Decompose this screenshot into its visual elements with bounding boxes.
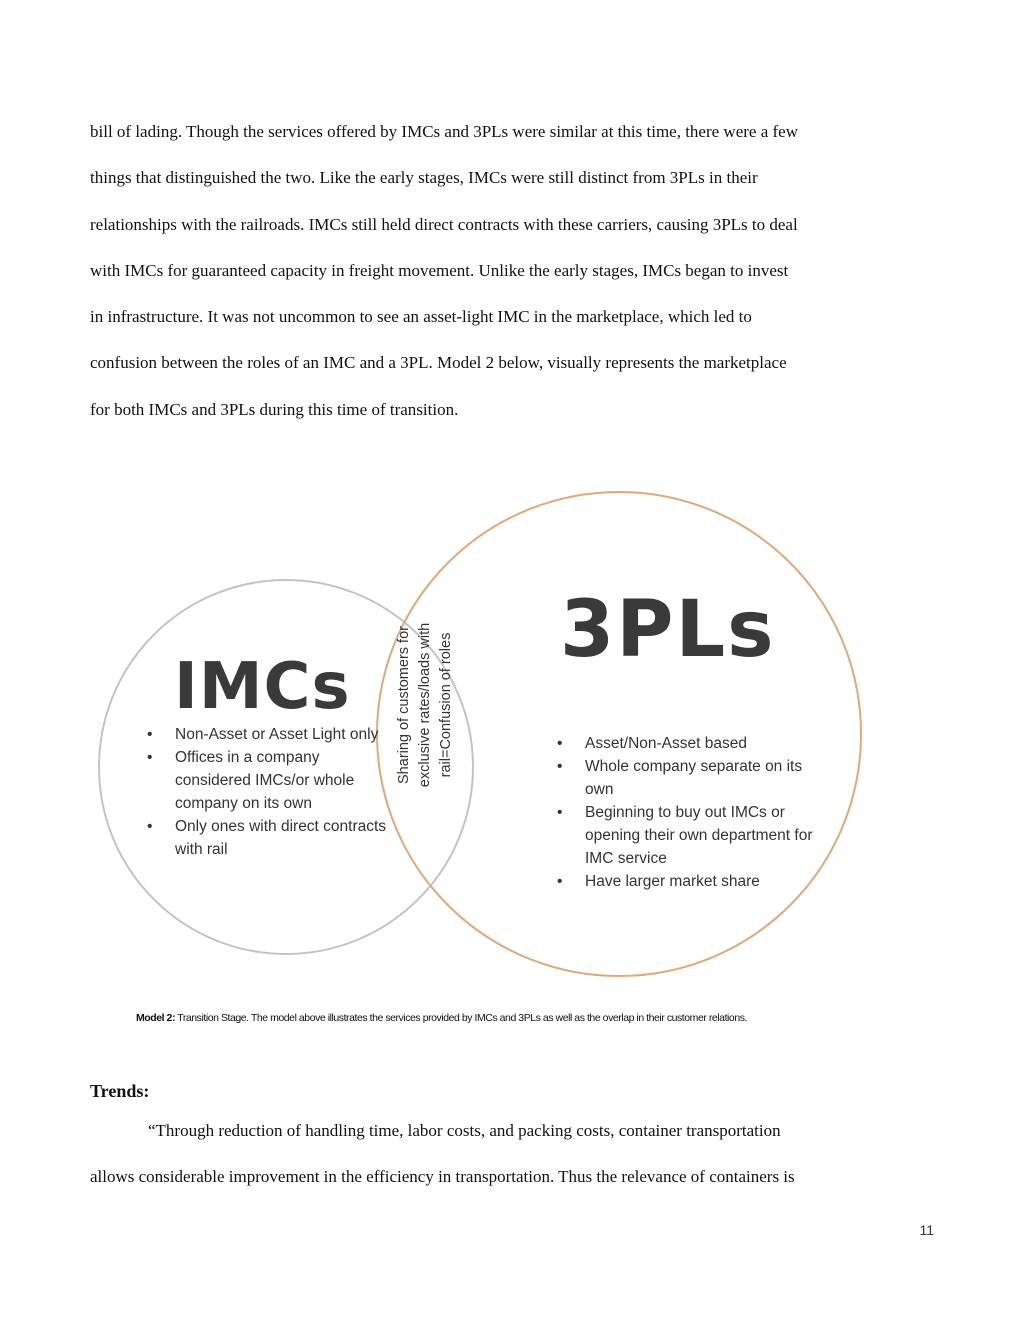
bullet-icon: • [557,804,563,821]
bullet-text: Offices in a company considered IMCs/or whole company on its own [175,749,355,812]
bullet-text: Non-Asset or Asset Light only [175,726,379,743]
list-item [557,732,825,755]
figure-caption [136,1012,936,1024]
paragraph-line: with IMCs for guaranteed capacity in freight movement. Unlike the early stages, IMCs began to invest [90,260,789,280]
bullet-icon: • [147,726,153,743]
paragraph-line: relationships with the railroads. IMCs still held direct contracts with these carriers, causing 3PLs to deal [90,214,798,234]
body-paragraph [90,1108,930,1201]
overlap-label [394,595,456,815]
overlap-line: exclusive rates/loads with [417,622,433,788]
paragraph-line: things that distinguished the two. Like the early stages, IMCs were still distinct from 3PLs in their [90,168,758,188]
bullet-text: Only ones with direct contracts with rail [175,818,387,858]
list-item [557,870,825,893]
page-number: 11 [919,1222,934,1238]
overlap-line: rail=Confusion of roles [438,632,454,778]
venn-diagram [90,485,890,985]
bullet-text: Have larger market share [585,873,760,890]
paragraph-line: allows considerable improvement in the efficiency in transportation. Thus the relevance of containers is [90,1167,795,1187]
caption-label: Model 2: [136,1012,175,1024]
section-heading: Trends: [90,1081,150,1101]
list-item [147,746,392,815]
overlap-line: Sharing of customers for [396,626,412,784]
bullet-icon: • [557,873,563,890]
list-item [147,815,392,861]
paragraph-line: in infrastructure. It was not uncommon to see an asset-light IMC in the marketplace, which led to [90,307,752,327]
3pls-title: 3PLs [560,585,776,675]
paragraph-line: confusion between the roles of an IMC and a 3PL. Model 2 below, visually represents the marketplace [90,353,787,373]
bullet-text: Asset/Non-Asset based [585,735,747,752]
list-item [557,801,825,870]
imcs-bullet-list [147,723,392,861]
bullet-icon: • [557,758,563,775]
body-paragraph [90,109,930,433]
3pls-bullet-list [557,732,825,893]
bullet-text: Beginning to buy out IMCs or opening their own department for IMC service [585,804,813,867]
list-item [557,755,825,801]
bullet-icon: • [147,749,153,766]
paragraph-line: bill of lading. Though the services offered by IMCs and 3PLs were similar at this time, there were a few [90,122,798,141]
list-item [147,723,392,746]
bullet-icon: • [557,735,563,752]
paragraph-line: “Through reduction of handling time, labor costs, and packing costs, container transportation [148,1121,781,1140]
bullet-icon: • [147,818,153,835]
caption-text: Transition Stage. The model above illustrates the services provided by IMCs and 3PLs as well as the overlap in their customer relations. [175,1012,747,1024]
bullet-text: Whole company separate on its own [585,758,803,798]
paragraph-line: for both IMCs and 3PLs during this time of transition. [90,399,459,419]
imcs-title: IMCs [174,650,351,724]
